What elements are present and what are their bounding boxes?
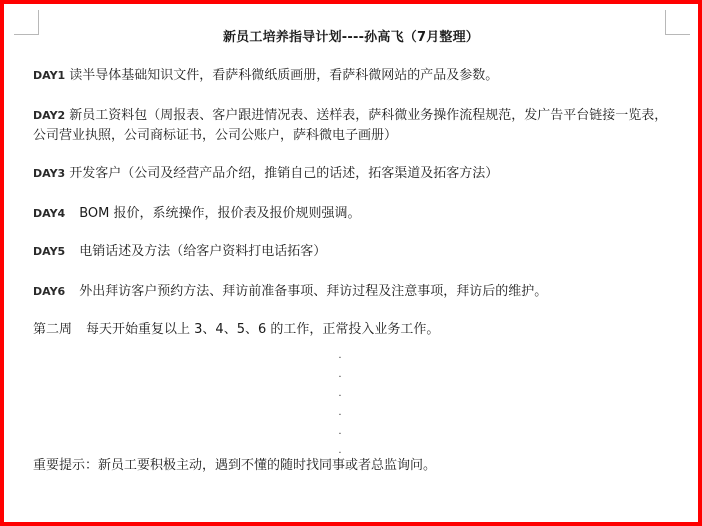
day-label: DAY2 (33, 109, 66, 122)
day-text: 新员工资料包（周报表、客户跟进情况表、送样表，萨科微业务操作流程规范，发广告平台链接一览表，公司营业执照，公司商标证书，公司公账户，萨科微电子画册） (33, 108, 668, 143)
document-title: 新员工培养指导计划----孙高飞（7月整理） (222, 30, 480, 45)
week2-entry (33, 320, 668, 340)
week2-label: 第二周 (33, 322, 73, 337)
day-text: BOM 报价，系统操作，报价表及报价规则强调。 (79, 206, 361, 221)
ellipsis-dot: . (338, 388, 342, 399)
ellipsis-dot: . (338, 369, 342, 380)
day-text: 开发客户（公司及经营产品介绍，推销自己的话述，拓客渠道及拓客方法） (69, 166, 499, 181)
day-text: 电销话述及方法（给客户资料打电话拓客） (79, 244, 327, 259)
ellipsis-dot: . (338, 445, 342, 456)
day-entry-2 (33, 106, 668, 146)
day-entry-4 (33, 204, 668, 224)
week2-text: 每天开始重复以上 3、4、5、6 的工作，正常投入业务工作。 (86, 322, 440, 337)
day-label: DAY5 (33, 245, 66, 258)
day-text: 外出拜访客户预约方法、拜访前准备事项、拜访过程及注意事项，拜访后的维护。 (79, 284, 548, 299)
important-tip: 重要提示：新员工要积极主动，遇到不懂的随时找同事或者总监询问。 (33, 458, 437, 473)
day-label: DAY1 (33, 69, 66, 82)
day-entry-1 (33, 66, 668, 86)
ellipsis-dot: . (338, 350, 342, 361)
day-label: DAY3 (33, 167, 66, 180)
ellipsis-dot: . (338, 407, 342, 418)
day-entry-3 (33, 164, 668, 184)
ellipsis-dots (335, 346, 345, 460)
day-label: DAY4 (33, 207, 66, 220)
day-label: DAY6 (33, 285, 66, 298)
day-entry-6 (33, 282, 668, 302)
ellipsis-dot: . (338, 426, 342, 437)
day-text: 读半导体基础知识文件，看萨科微纸质画册，看萨科微网站的产品及参数。 (69, 68, 499, 83)
day-entry-5 (33, 242, 668, 262)
